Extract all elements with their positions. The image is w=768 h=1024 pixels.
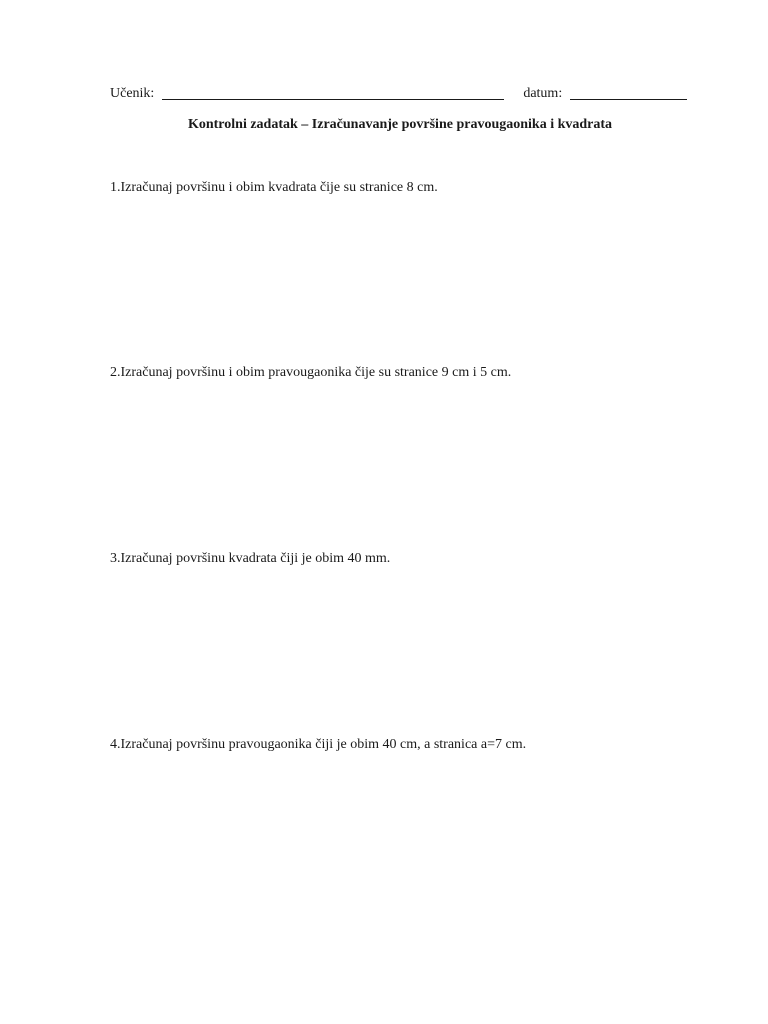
date-label: datum: [523, 86, 563, 101]
student-label: Učenik: [110, 86, 155, 101]
task-3: 3.Izračunaj površinu kvadrata čiji je obim 40 mm. [110, 551, 391, 566]
header-line [110, 85, 687, 102]
student-name-blank [162, 85, 504, 100]
task-4: 4.Izračunaj površinu pravougaonika čiji je obim 40 cm, a stranica a=7 cm. [110, 737, 527, 752]
task-2: 2.Izračunaj površinu i obim pravougaonika čije su stranice 9 cm i 5 cm. [110, 365, 512, 380]
task-1: 1.Izračunaj površinu i obim kvadrata čije su stranice 8 cm. [110, 180, 438, 195]
worksheet-title: Kontrolni zadatak – Izračunavanje površine pravougaonika i kvadrata [187, 117, 613, 132]
date-blank [570, 85, 687, 100]
